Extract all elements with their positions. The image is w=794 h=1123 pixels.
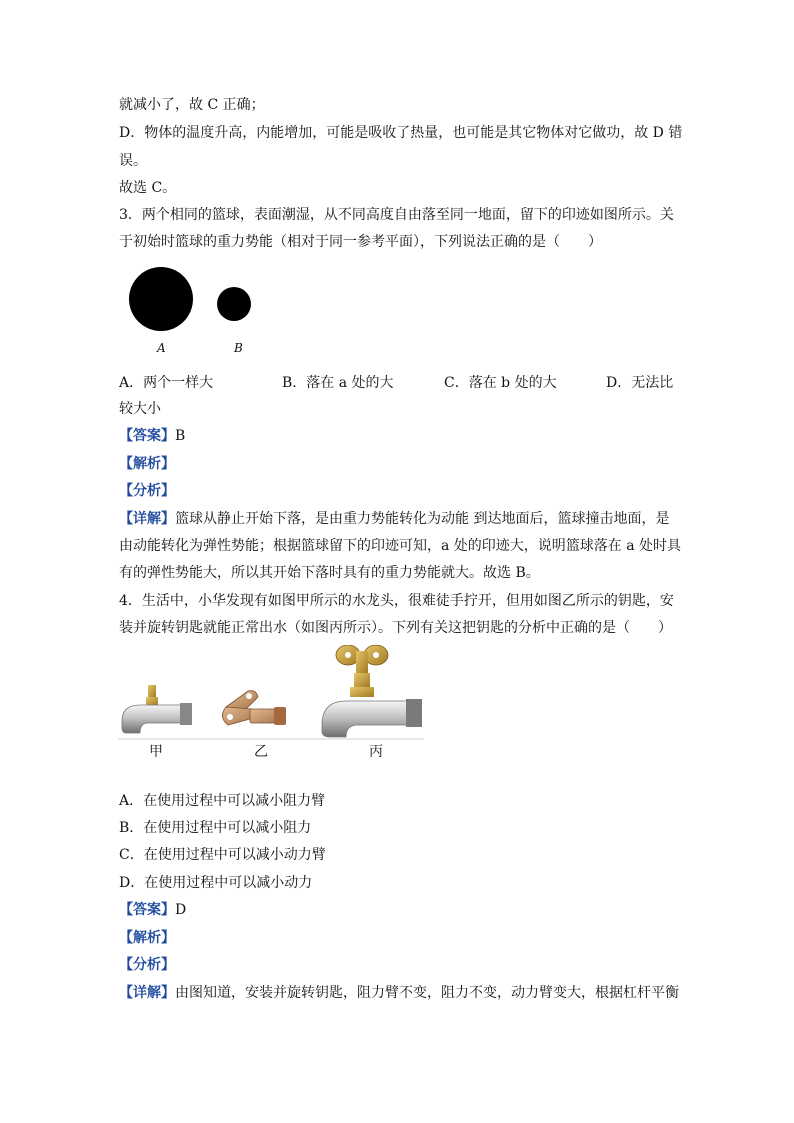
answer-tag: 【答案】 xyxy=(119,428,175,444)
faucet-jia-image xyxy=(122,685,192,733)
detail-text: 由图知道，安装并旋转钥匙，阻力臂不变，阻力不变，动力臂变大，根据杠杆平衡 xyxy=(175,985,679,1001)
figure-label-yi: 乙 xyxy=(254,744,268,760)
figure-label-bing: 丙 xyxy=(369,744,383,760)
option-a: A．两个一样大 xyxy=(119,375,214,391)
figure-label-b: B xyxy=(234,341,243,355)
analysis-tag: 【解析】 xyxy=(119,456,175,472)
analysis-line xyxy=(119,929,175,947)
answer-tag: 【答案】 xyxy=(119,902,175,918)
question-4-text: 装并旋转钥匙就能正常出水（如图丙所示）。下列有关这把钥匙的分析中正确的是（ ） xyxy=(119,620,672,636)
figure-label-jia: 甲 xyxy=(149,744,163,760)
fenxi-tag: 【分析】 xyxy=(119,957,175,973)
text-line: 就减小了，故 C 正确； xyxy=(119,97,265,113)
mark-a-circle xyxy=(129,267,193,331)
basketball-marks-figure xyxy=(120,262,280,362)
detail-text: 由动能转化为弹性势能；根据篮球留下的印迹可知，a 处的印迹大，说明篮球落在 a 处时具 xyxy=(119,538,682,554)
detail-line xyxy=(119,510,669,528)
text-line: D．物体的温度升高，内能增加，可能是吸收了热量，也可能是其它物体对它做功，故 D 错 xyxy=(119,125,683,141)
detail-tag: 【详解】 xyxy=(119,511,175,527)
option-d: D．在使用过程中可以减小动力 xyxy=(119,875,313,891)
detail-line xyxy=(119,984,679,1002)
mark-b-circle xyxy=(217,287,251,321)
answer-line xyxy=(119,427,185,445)
analysis-line xyxy=(119,455,175,473)
question-3-text: 于初始时篮球的重力势能（相对于同一参考平面），下列说法正确的是（ ） xyxy=(119,234,602,250)
key-yi-image xyxy=(222,691,286,725)
faucet-bing-image xyxy=(322,645,422,737)
analysis-tag: 【解析】 xyxy=(119,930,175,946)
question-3-text: 3．两个相同的篮球，表面潮湿，从不同高度自由落至同一地面，留下的印迹如图所示。关 xyxy=(119,207,674,223)
fenxi-tag: 【分析】 xyxy=(119,483,175,499)
answer-line xyxy=(119,901,186,919)
option-b: B．在使用过程中可以减小阻力 xyxy=(119,820,312,836)
detail-text: 有的弹性势能大，所以其开始下落时具有的重力势能就大。故选 B。 xyxy=(119,565,540,581)
option-d-continued: 较大小 xyxy=(119,401,161,417)
option-b: B．落在 a 处的大 xyxy=(282,375,394,391)
detail-text: 篮球从静止开始下落，是由重力势能转化为动能 到达地面后，篮球撞击地面，是 xyxy=(175,511,670,527)
option-d: D．无法比 xyxy=(606,375,674,391)
answer-value: B xyxy=(175,428,186,444)
question-4-text: 4．生活中，小华发现有如图甲所示的水龙头，很难徒手拧开，但用如图乙所示的钥匙，安 xyxy=(119,593,674,609)
option-c: C．在使用过程中可以减小动力臂 xyxy=(119,847,326,863)
figure-label-a: A xyxy=(157,341,166,355)
fenxi-line xyxy=(119,956,175,974)
fenxi-line xyxy=(119,482,175,500)
answer-value: D xyxy=(175,902,187,918)
detail-tag: 【详解】 xyxy=(119,985,175,1001)
option-c: C．落在 b 处的大 xyxy=(444,375,557,391)
faucet-figure xyxy=(118,645,428,745)
text-line: 故选 C。 xyxy=(119,180,177,196)
option-a: A．在使用过程中可以减小阻力臂 xyxy=(119,793,326,809)
text-line: 误。 xyxy=(119,153,147,169)
